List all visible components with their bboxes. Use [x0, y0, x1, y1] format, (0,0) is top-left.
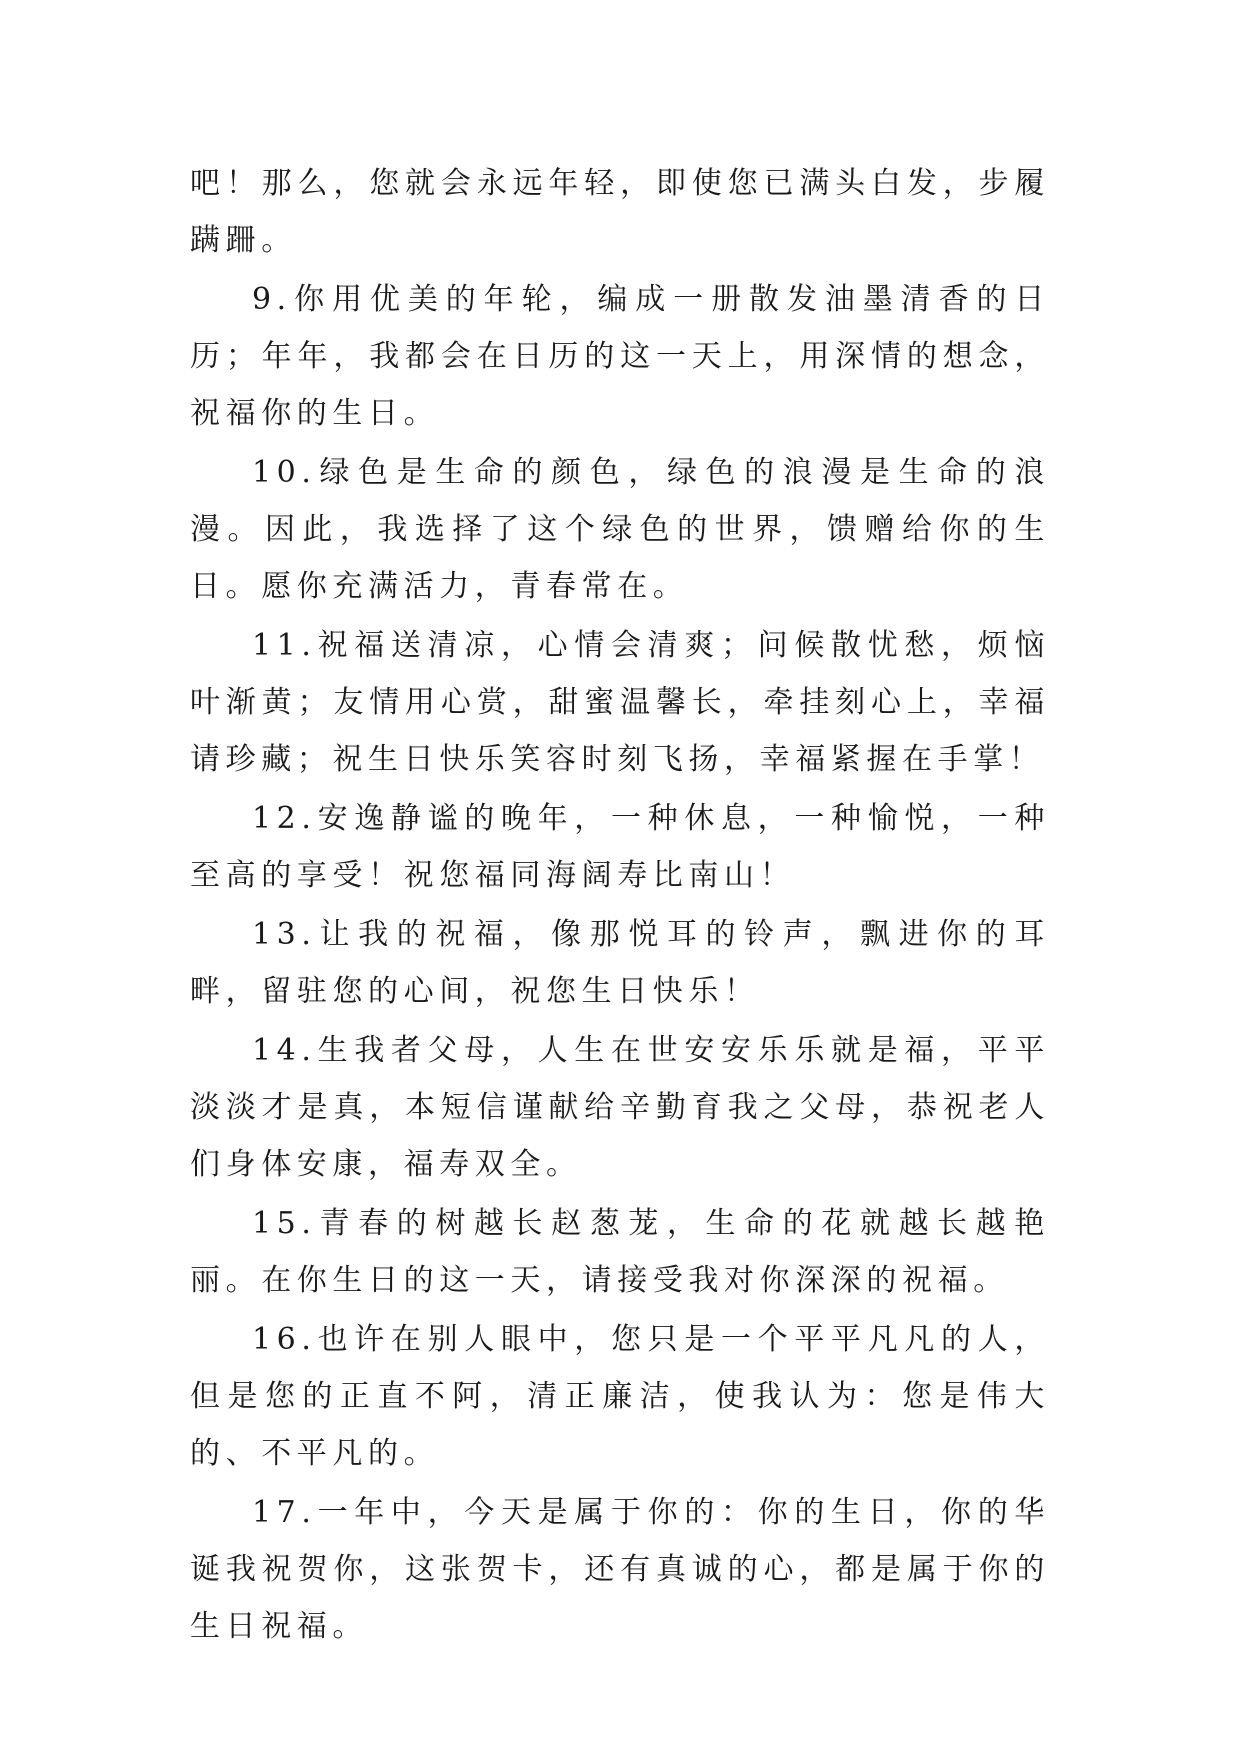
paragraph-item-10: 10.绿色是生命的颜色，绿色的浪漫是生命的浪漫。因此，我选择了这个绿色的世界，馈赠给你的生日。愿你充满活力，青春常在。: [190, 455, 1050, 604]
paragraph-item-17: 17.一年中，今天是属于你的：你的生日，你的华诞我祝贺你，这张贺卡，还有真诚的心，都是属于你的生日祝福。: [190, 1495, 1050, 1644]
paragraph-item-11: 11.祝福送清凉，心情会清爽；问候散忧愁，烦恼叶渐黄；友情用心赏，甜蜜温馨长，牵挂刻心上，幸福请珍藏；祝生日快乐笑容时刻飞扬，幸福紧握在手掌！: [190, 628, 1050, 777]
paragraph-item-9: 9.你用优美的年轮，编成一册散发油墨清香的日历；年年，我都会在日历的这一天上，用深情的想念，祝福你的生日。: [190, 282, 1050, 431]
paragraph-continuation: 吧！那么，您就会永远年轻，即使您已满头白发，步履蹒跚。: [190, 166, 1050, 258]
paragraph-item-16: 16.也许在别人眼中，您只是一个平平凡凡的人，但是您的正直不阿，清正廉洁，使我认为：您是伟大的、不平凡的。: [190, 1322, 1050, 1471]
document-body: [190, 155, 1050, 1657]
paragraph-item-13: 13.让我的祝福，像那悦耳的铃声，飘进你的耳畔，留驻您的心间，祝您生日快乐！: [190, 917, 1050, 1009]
paragraph-item-15: 15.青春的树越长赵葱茏，生命的花就越长越艳丽。在你生日的这一天，请接受我对你深深的祝福。: [190, 1206, 1050, 1298]
paragraph-item-14: 14.生我者父母，人生在世安安乐乐就是福，平平淡淡才是真，本短信谨献给辛勤育我之父母，恭祝老人们身体安康，福寿双全。: [190, 1033, 1050, 1182]
paragraph-item-12: 12.安逸静谧的晚年，一种休息，一种愉悦，一种至高的享受！祝您福同海阔寿比南山！: [190, 801, 1050, 893]
